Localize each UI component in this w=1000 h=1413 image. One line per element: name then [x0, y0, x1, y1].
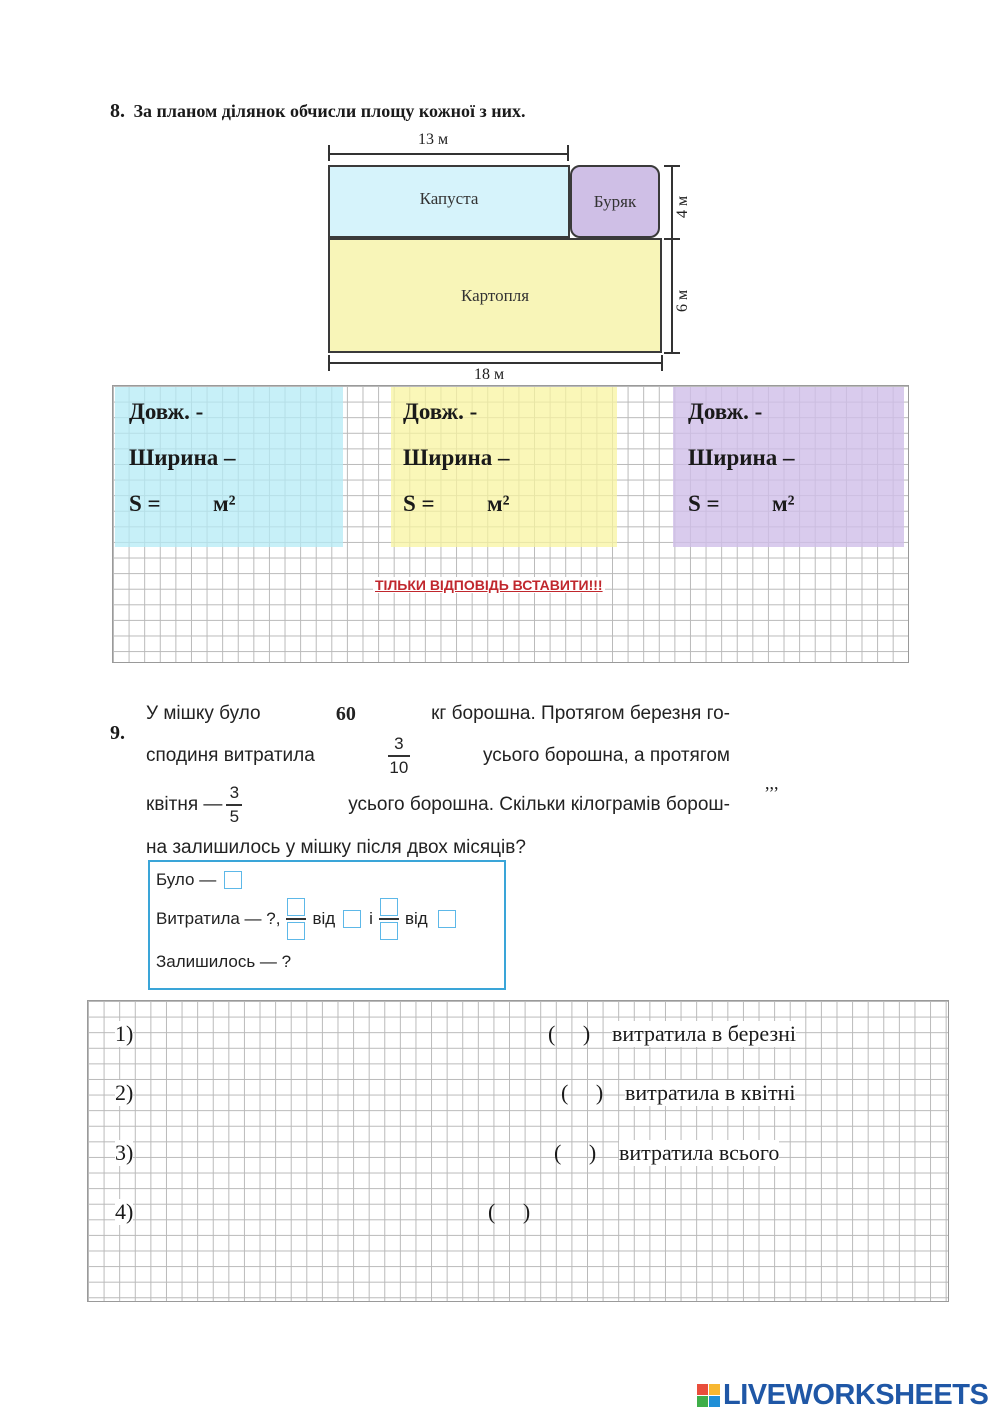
problem-line-3: [146, 782, 730, 828]
panel-width-label: Ширина –: [403, 445, 510, 470]
answer-panel-potato: [391, 387, 617, 547]
condition-label: від: [312, 908, 336, 928]
dim-bottom-label: 18 м: [474, 366, 505, 383]
answer-box-was[interactable]: [224, 871, 242, 889]
condition-label: від: [404, 908, 428, 928]
plot-cabbage: [328, 165, 570, 238]
plot-cabbage-label: Капуста: [419, 188, 479, 208]
plot-beet: [570, 165, 660, 238]
problem-text: усього борошна, а протягом: [482, 745, 730, 766]
panel-area-label: S =: [129, 491, 161, 516]
fraction-numerator: 3: [394, 734, 404, 754]
step-1-paren[interactable]: ( ): [548, 1021, 591, 1046]
step-2-text: витратила в квітні: [625, 1080, 796, 1105]
dim-right-top-label: 4 м: [674, 195, 691, 218]
step-1-text: витратила в березні: [612, 1021, 797, 1046]
panel-area-unit: м²: [487, 491, 510, 516]
step-2-number: 2): [115, 1080, 134, 1105]
step-3-text: витратила всього: [619, 1140, 780, 1165]
fraction-3-10: [388, 735, 410, 777]
answer-note: ТІЛЬКИ ВІДПОВІДЬ ВСТАВИТИ!!!: [375, 577, 603, 593]
problem-text: квітня —: [146, 794, 223, 815]
panel-length-label: Довж. -: [129, 399, 204, 424]
dim-line-top: [328, 153, 568, 155]
fraction-numerator: 3: [229, 783, 240, 803]
plot-potato: [328, 238, 662, 353]
problem-text: кг борошна. Протягом березня го-: [431, 703, 730, 724]
plot-potato-label: Картопля: [460, 285, 530, 305]
problem-amount: 60: [335, 702, 356, 725]
step-4-number: 4): [115, 1199, 134, 1224]
step-3-paren[interactable]: ( ): [554, 1140, 597, 1165]
problem-text: усього борошна. Скільки кілограмів борош-: [348, 794, 730, 815]
dim-tick: [664, 352, 680, 354]
numerator-input[interactable]: [287, 898, 305, 916]
problem-line-1: [146, 700, 730, 728]
task9-grid: [87, 1000, 949, 1302]
panel-length-label: Довж. -: [688, 399, 763, 424]
answer-box-of-2[interactable]: [438, 910, 456, 928]
task8-heading: [110, 100, 526, 123]
fraction-denominator: 5: [229, 806, 240, 826]
logo-text: LIVEWORKSHEETS: [723, 1379, 989, 1411]
dim-tick: [567, 145, 569, 161]
problem-text: на залишилось у мішку після двох місяців?: [146, 837, 526, 858]
condition-label: Залишилось — ?: [156, 952, 292, 971]
panel-area-unit: м²: [213, 491, 236, 516]
condition-label: Витратила — ?,: [156, 908, 281, 928]
fraction-input-2: [379, 898, 399, 940]
step-1-number: 1): [115, 1021, 134, 1046]
fraction-3-5: [226, 784, 242, 826]
panel-width-label: Ширина –: [688, 445, 795, 470]
task9-number: 9.: [110, 722, 125, 744]
dim-tick: [328, 355, 330, 371]
condition-spent: [156, 898, 456, 940]
fraction-denominator: 10: [389, 757, 409, 777]
step-3-number: 3): [115, 1140, 134, 1165]
liveworksheets-logo: [697, 1379, 988, 1412]
dim-line-right: [671, 165, 673, 353]
condition-left: [156, 952, 291, 972]
dim-tick: [328, 145, 330, 161]
panel-length-label: Довж. -: [403, 399, 478, 424]
task8-text: За планом ділянок обчисли площу кожної з них.: [133, 101, 526, 121]
step-2-paren[interactable]: ( ): [561, 1080, 604, 1105]
answer-panel-beet: [673, 387, 904, 547]
logo-mark-icon: [697, 1384, 720, 1407]
stray-mark: ,,,: [765, 773, 779, 793]
dim-top-label: 13 м: [418, 131, 449, 148]
condition-label: Було —: [156, 870, 217, 889]
fraction-input-1: [286, 898, 306, 940]
dim-tick: [664, 165, 680, 167]
denominator-input[interactable]: [287, 922, 305, 940]
condition-was: [156, 870, 242, 890]
dim-line-bottom: [328, 362, 662, 364]
panel-width-label: Ширина –: [129, 445, 236, 470]
problem-text: сподиня витратила: [146, 745, 315, 766]
problem-text: У мішку було: [146, 703, 261, 724]
denominator-input[interactable]: [380, 922, 398, 940]
dim-tick: [661, 355, 663, 371]
condition-box: [148, 860, 506, 990]
condition-label: і: [369, 908, 373, 928]
step-4-paren[interactable]: ( ): [488, 1199, 531, 1224]
answer-box-of-1[interactable]: [343, 910, 361, 928]
dim-tick: [664, 238, 680, 240]
task8-number: 8.: [110, 100, 125, 122]
panel-area-unit: м²: [772, 491, 795, 516]
panel-area-label: S =: [688, 491, 720, 516]
answer-panel-cabbage: [115, 387, 343, 547]
numerator-input[interactable]: [380, 898, 398, 916]
task9-problem: [146, 700, 730, 868]
dim-right-bottom-label: 6 м: [674, 289, 691, 312]
panel-area-label: S =: [403, 491, 435, 516]
problem-line-2: [146, 730, 730, 782]
plot-beet-label: Буряк: [593, 191, 637, 211]
